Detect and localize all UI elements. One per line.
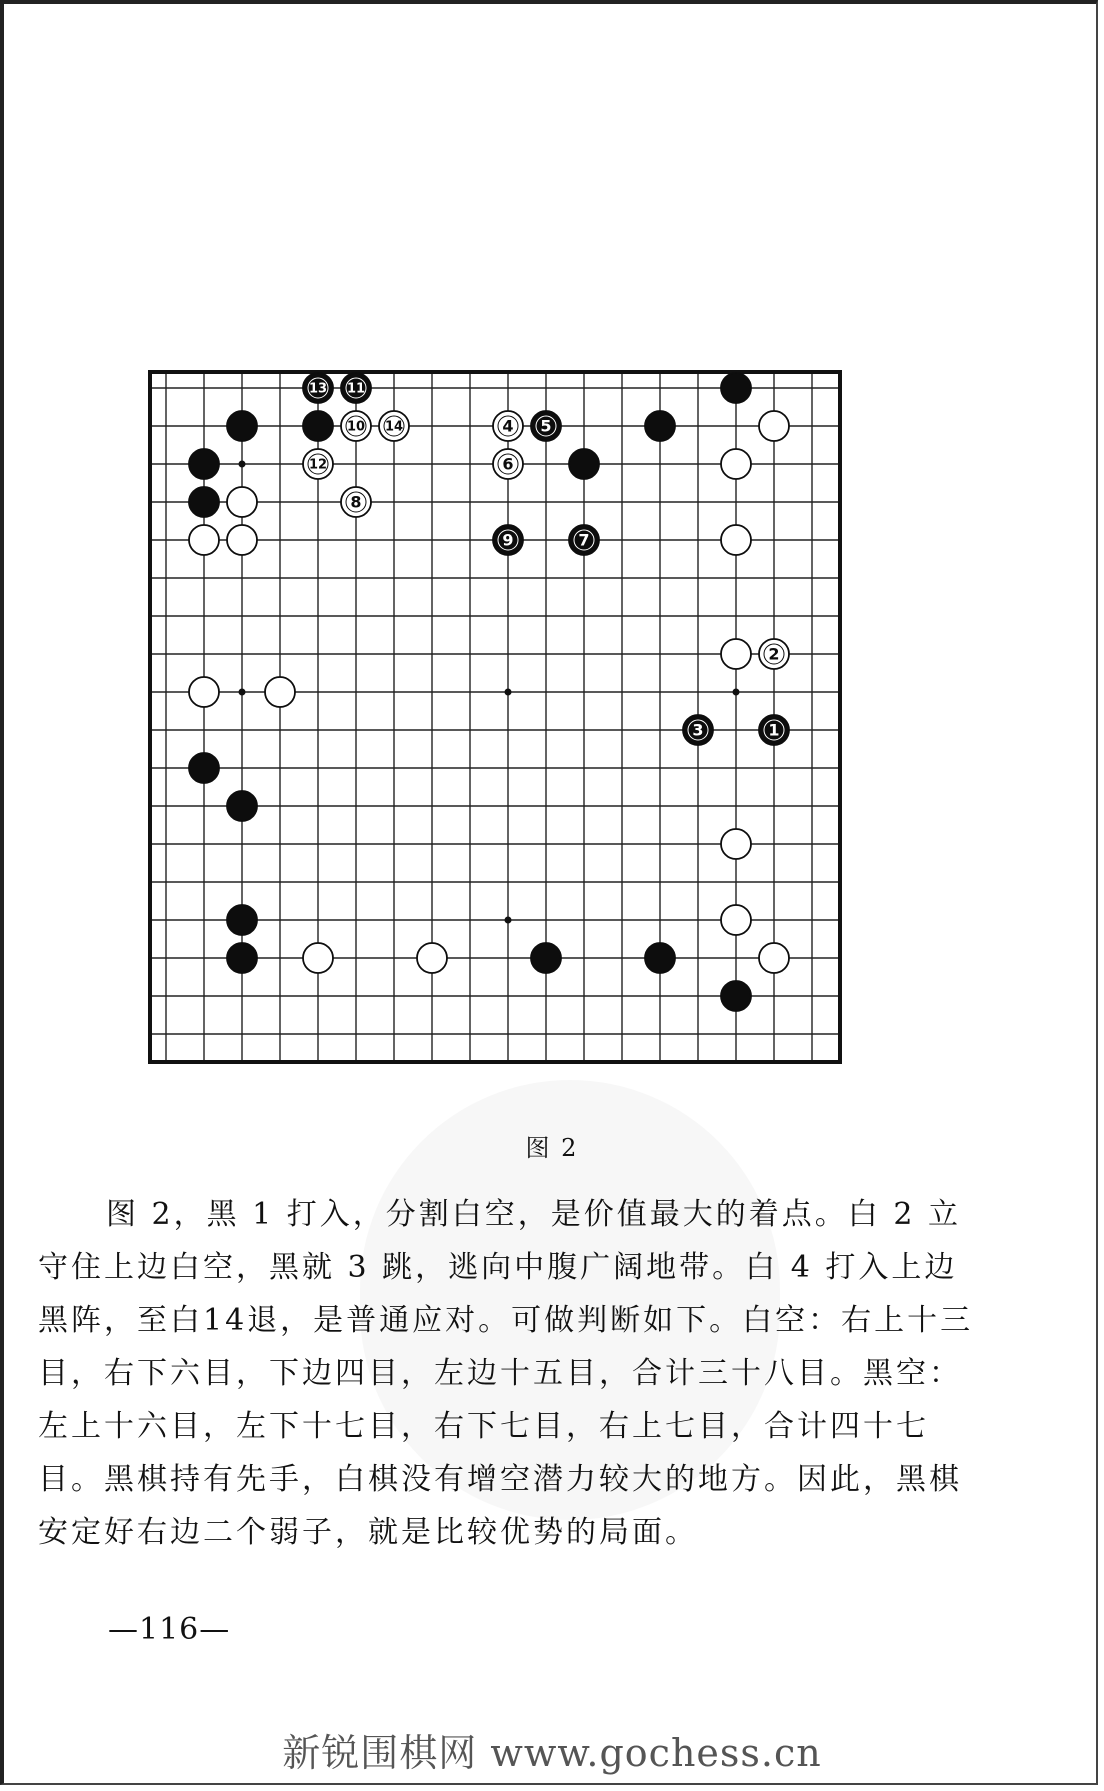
commentary-text [38, 1188, 978, 1559]
stone-move-number: 14 [384, 419, 404, 435]
stone-move-number: 11 [346, 381, 366, 397]
stone-move-number: 1 [768, 720, 780, 740]
stone-move-number: 10 [346, 419, 366, 435]
white-stone [721, 829, 751, 859]
stone-move-number: 6 [502, 454, 514, 474]
star-point [733, 689, 740, 696]
black-stone [341, 373, 371, 403]
black-stone [645, 943, 675, 973]
white-stone [759, 943, 789, 973]
page-number: —116— [108, 1612, 231, 1647]
stone-move-number: 12 [308, 457, 328, 473]
go-board-svg [148, 370, 842, 1064]
white-stone [189, 525, 219, 555]
black-stone [569, 525, 599, 555]
white-stone [417, 943, 447, 973]
star-point [505, 689, 512, 696]
star-point [505, 917, 512, 924]
black-stone [721, 981, 751, 1011]
white-stone [303, 943, 333, 973]
black-stone [303, 373, 333, 403]
black-stone [227, 411, 257, 441]
black-stone [645, 411, 675, 441]
black-stone [227, 791, 257, 821]
white-stone [227, 487, 257, 517]
stone-move-number: 7 [578, 530, 590, 550]
black-stone [189, 753, 219, 783]
white-stone [721, 639, 751, 669]
white-stone [493, 411, 523, 441]
black-stone [531, 943, 561, 973]
black-stone [721, 373, 751, 403]
white-stone [721, 905, 751, 935]
stone-move-number: 2 [768, 644, 780, 664]
star-point [239, 461, 246, 468]
black-stone [759, 715, 789, 745]
stone-move-number: 13 [308, 381, 328, 397]
commentary-paragraph: 图 2，黑 1 打入，分割白空，是价值最大的着点。白 2 立守住上边白空，黑就 3 跳，逃向中腹广阔地带。白 4 打入上边黑阵，至白14退，是普通应对。可做判断如下。白空：右上十三目，右下六目，下边四目，左边十五目，合计三十八目。黑空：左上十六目，左下十七目，右下七目，右上七目，合计四十七目。黑棋持有先手，白棋没有增空潜力较大的地方。因此，黑棋安定好右边二个弱子，就是比较优势的局面。 [38, 1197, 974, 1550]
white-stone [721, 449, 751, 479]
black-stone [189, 487, 219, 517]
site-watermark: 新锐围棋网 www.gochess.cn [282, 1731, 822, 1775]
black-stone [531, 411, 561, 441]
white-stone [379, 411, 409, 441]
figure-caption: 图 2 [525, 1134, 579, 1162]
black-stone [189, 449, 219, 479]
white-stone [493, 449, 523, 479]
black-stone [303, 411, 333, 441]
white-stone [303, 449, 333, 479]
black-stone [569, 449, 599, 479]
white-stone [341, 487, 371, 517]
stone-move-number: 5 [540, 416, 552, 436]
stone-move-number: 3 [692, 720, 704, 740]
black-stone [493, 525, 523, 555]
star-point [239, 689, 246, 696]
white-stone [341, 411, 371, 441]
white-stone [227, 525, 257, 555]
go-board-diagram [148, 370, 842, 1064]
white-stone [265, 677, 295, 707]
black-stone [683, 715, 713, 745]
stone-move-number: 4 [502, 416, 514, 436]
stone-move-number: 9 [502, 530, 514, 550]
black-stone [227, 905, 257, 935]
white-stone [759, 639, 789, 669]
black-stone [227, 943, 257, 973]
white-stone [759, 411, 789, 441]
white-stone [189, 677, 219, 707]
white-stone [721, 525, 751, 555]
stone-move-number: 8 [350, 492, 362, 512]
